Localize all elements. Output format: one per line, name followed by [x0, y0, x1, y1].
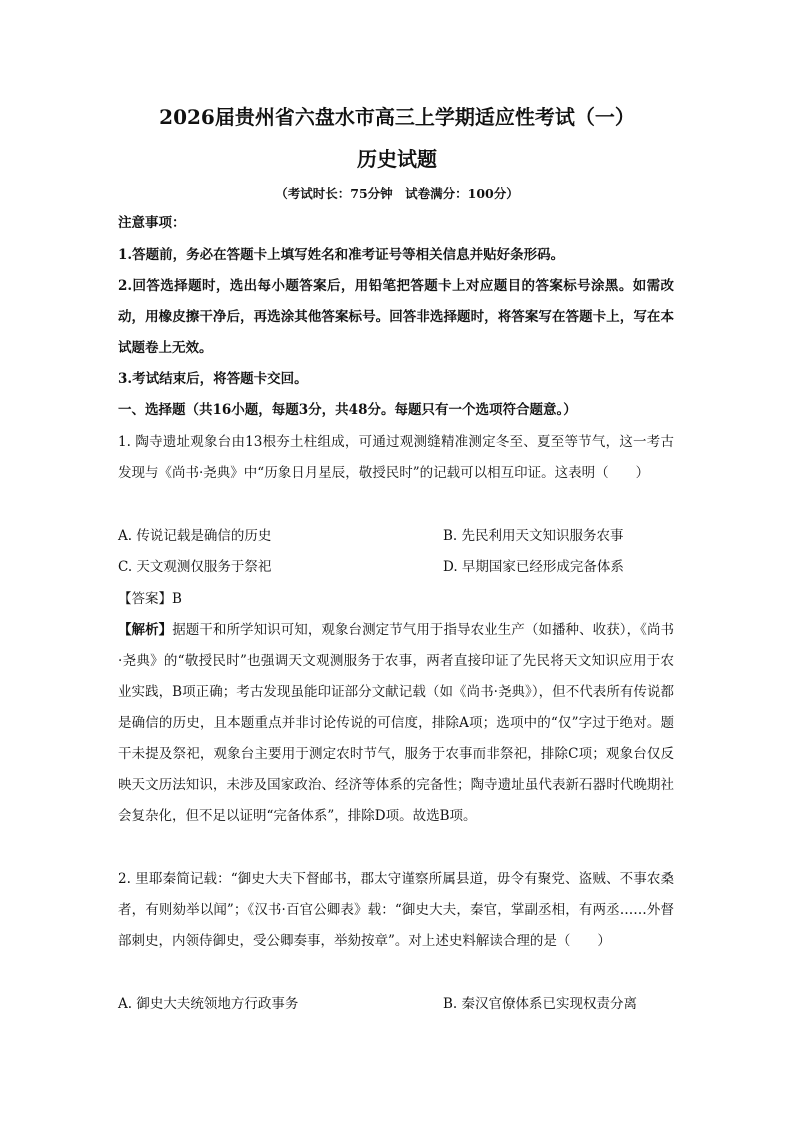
question-1-analysis: [118, 615, 674, 832]
exam-title: 2026届贵州省六盘水市高三上学期适应性考试（一）: [159, 105, 635, 129]
analysis-label: 【解析】: [118, 622, 173, 638]
notice-heading: 注意事项：: [118, 215, 186, 231]
question-1-stem: 1. 陶寺遗址观象台由13根夯土柱组成，可通过观测缝精准测定冬至、夏至等节气，这一考古发现与《尚书·尧典》中“历象日月星辰，敬授民时”的记载可以相互印证。这表明（ ）: [118, 434, 674, 481]
question-2-option-a: A. 御史大夫统领地方行政事务: [118, 996, 299, 1012]
question-2-stem: 2. 里耶秦简记载：“御史大夫下督邮书，郡太守谨察所属县道，毋令有聚党、盗贼、不事农桑者，有则劾举以闻”；《汉书·百官公卿表》载：“御史大夫，秦官，掌副丞相，有两丞……外督部刺史，内领侍御史，受公卿奏事，举劾按章”。对上述史料解读合理的是（ ）: [118, 871, 674, 949]
question-1-option-a: A. 传说记载是确信的历史: [118, 528, 272, 544]
notice-item-1: 1.答题前，务必在答题卡上填写姓名和准考证号等相关信息并贴好条形码。: [118, 247, 565, 263]
question-1-option-c: C. 天文观测仅服务于祭祀: [118, 559, 272, 575]
question-2-option-b: B. 秦汉官僚体系已实现权责分离: [443, 996, 638, 1012]
section-heading: 一、选择题（共16小题，每题3分，共48分。每题只有一个选项符合题意。）: [118, 402, 577, 418]
exam-duration: （考试时长：75分钟 试卷满分：100分）: [275, 186, 519, 201]
analysis-text: 据题干和所学知识可知，观象台测定节气用于指导农业生产（如播种、收获），《尚书·尧典》的“敬授民时”也强调天文观测服务于农事，两者直接印证了先民将天文知识应用于农业实践，B项正确；考古发现虽能印证部分文献记载（如《尚书·尧典》），但不代表所有传说都是确信的历史，且本题重点并非讨论传说的可信度，排除A项；选项中的“仅”字过于绝对。题干未提及祭祀，观象台主要用于测定农时节气，服务于农事而非祭祀，排除C项；观象台仅反映天文历法知识，未涉及国家政治、经济等体系的完备性；陶寺遗址虽代表新石器时代晚期社会复杂化，但不足以证明“完备体系”，排除D项。故选B项。: [118, 622, 675, 824]
notice-item-3: 3.考试结束后，将答题卡交回。: [118, 371, 308, 387]
notice-item-2: 2.回答选择题时，选出每小题答案后，用铅笔把答题卡上对应题目的答案标号涂黑。如需改动，用橡皮擦干净后，再选涂其他答案标号。回答非选择题时，将答案写在答题卡上，写在本试题卷上无效。: [118, 278, 674, 356]
question-1-answer: 【答案】B: [118, 591, 182, 607]
exam-subject: 历史试题: [357, 147, 437, 171]
question-1-option-b: B. 先民利用天文知识服务农事: [443, 528, 624, 544]
question-1-option-d: D. 早期国家已经形成完备体系: [443, 559, 624, 575]
